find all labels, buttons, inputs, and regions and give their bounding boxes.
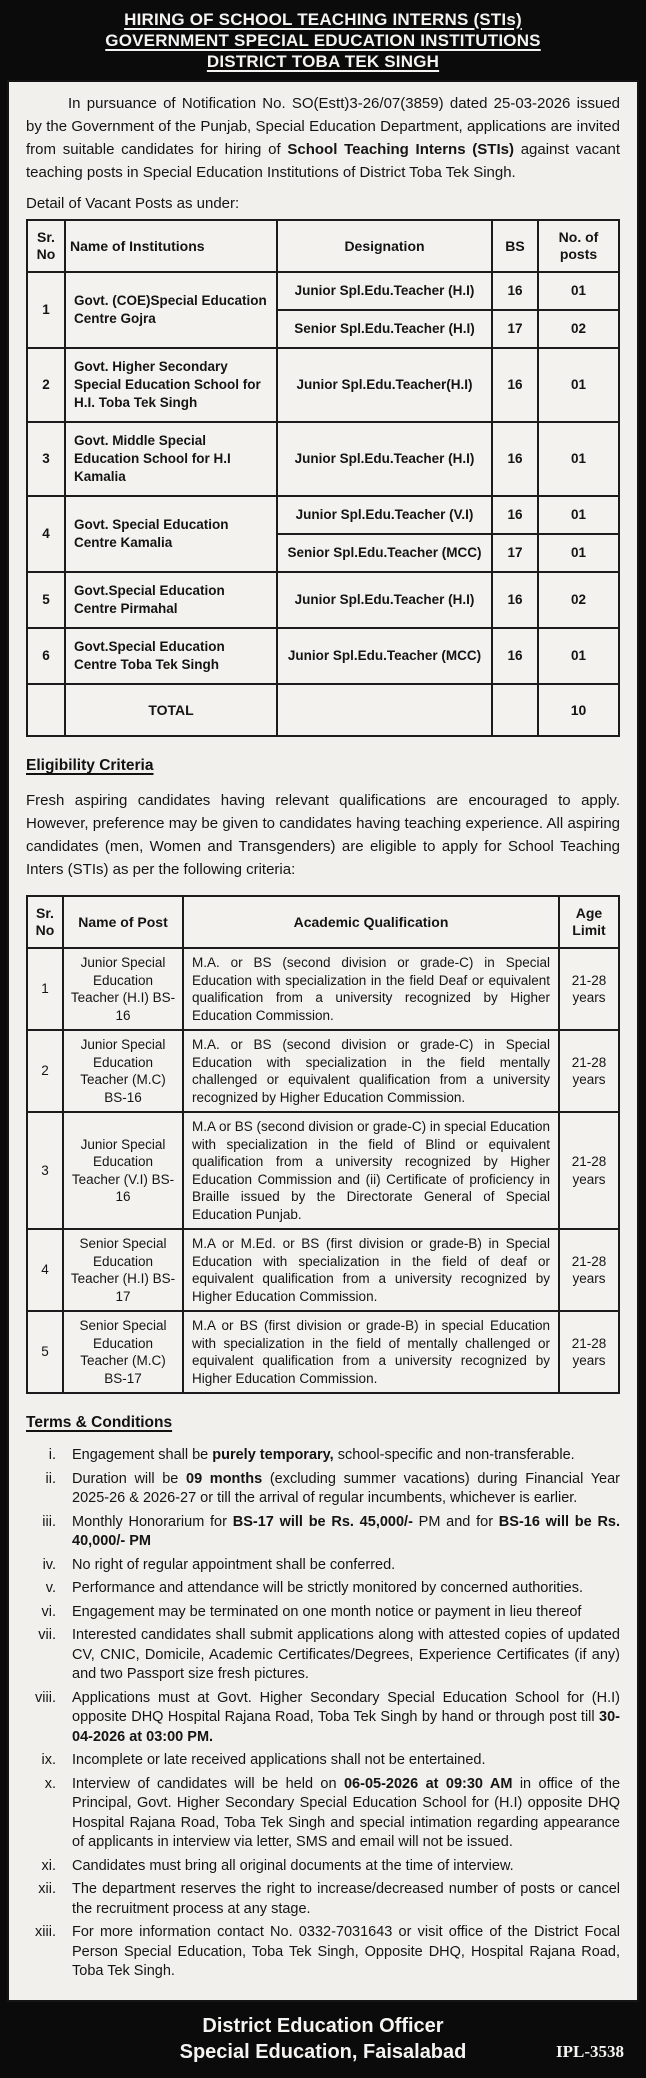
institution-cell: Govt. Special Education Centre Kamalia [65, 496, 277, 572]
header-designation: Designation [277, 220, 492, 272]
criteria-table [26, 895, 620, 1394]
vacant-posts-table [26, 219, 620, 737]
footer-signature-line2: Special Education, Faisalabad [179, 2040, 467, 2063]
designation-cell: Senior Spl.Edu.Teacher (MCC) [277, 534, 492, 572]
institution-cell: Govt.Special Education Centre Pirmahal [65, 572, 277, 628]
table-row [27, 628, 619, 684]
vacant-posts-label: Detail of Vacant Posts as under: [26, 195, 240, 212]
term-text: Interview of candidates will be held on 06-05-2026 at 09:30 AM in office of the Principal, Govt. Higher Secondary Special Education School for (H.I) opposite DHQ Hospital Rajana Road, Toba Tek Singh and special intimation regarding appearance of applicants in interview via letter, SMS and email will not be issued. [72, 1775, 621, 1850]
term-text: Incomplete or late received applications shall not be entertained. [72, 1752, 486, 1768]
bs-cell: 16 [492, 272, 538, 310]
qualification-cell: M.A or BS (first division or grade-B) in special Education with specialization in the field of mentally challenged or equivalent qualification from a university recognized by Higher Education Commission. [183, 1311, 559, 1393]
sr-cell: 2 [27, 1030, 63, 1112]
terms-item [26, 1775, 620, 1853]
terms-item [26, 1857, 620, 1877]
posts-cell: 01 [538, 272, 619, 310]
designation-cell: Junior Spl.Edu.Teacher(H.I) [277, 348, 492, 422]
term-marker: vii. [38, 1627, 56, 1643]
bs-cell: 16 [492, 572, 538, 628]
designation-cell: Junior Spl.Edu.Teacher (V.I) [277, 496, 492, 534]
header-age-limit: Age Limit [559, 896, 619, 948]
table-row [27, 1229, 619, 1311]
header-bs: BS [492, 220, 538, 272]
term-text: Applications must at Govt. Higher Secondary Special Education School for (H.I) opposite DHQ Hospital Rajana Road, Toba Tek Singh by hand or through post till 30-04-2026 at 03:00 PM. [72, 1689, 620, 1745]
term-marker: iii. [42, 1513, 56, 1530]
term-text: No right of regular appointment shall be conferred. [72, 1556, 396, 1573]
term-marker: vi. [41, 1603, 56, 1620]
terms-item [26, 1880, 620, 1919]
term-text: Monthly Honorarium for BS-17 will be Rs. 45,000/- PM and for BS-16 will be Rs. 40,000/- PM [72, 1513, 621, 1549]
total-empty-designation [277, 684, 492, 736]
footer-band [0, 2002, 646, 2078]
content-sheet [7, 80, 639, 2002]
header-academic-qualification: Academic Qualification [183, 896, 559, 948]
terms-item [26, 1603, 620, 1623]
total-empty-bs [492, 684, 538, 736]
term-text: Interested candidates shall submit applications along with attested copies of updated CV, CNIC, Domicile, Academic Certificates/Degrees, Experience Certificates (if any) and two Passport size fresh pictures. [72, 1627, 620, 1682]
designation-cell: Junior Spl.Edu.Teacher (H.I) [277, 272, 492, 310]
terms-item [26, 1923, 620, 1982]
posts-cell: 01 [538, 422, 619, 496]
term-text: Engagement may be terminated on one month notice or payment in lieu thereof [72, 1603, 582, 1620]
terms-item [26, 1751, 620, 1771]
terms-item [26, 1513, 620, 1552]
header-title-line3: DISTRICT TOBA TEK SINGH [206, 52, 440, 71]
designation-cell: Junior Spl.Edu.Teacher (MCC) [277, 628, 492, 684]
terms-heading: Terms & Conditions [26, 1414, 173, 1431]
institution-cell: Govt. (COE)Special Education Centre Gojra [65, 272, 277, 348]
posts-cell: 01 [538, 628, 619, 684]
term-text: Performance and attendance will be strictly monitored by concerned authorities. [72, 1580, 583, 1596]
term-marker: xii. [38, 1881, 56, 1897]
criteria-header-row [27, 896, 619, 948]
post-cell: Senior Special Education Teacher (M.C) BS-17 [63, 1311, 183, 1393]
term-marker: ii. [45, 1470, 56, 1487]
post-cell: Junior Special Education Teacher (V.I) BS-16 [63, 1112, 183, 1229]
table-row [27, 496, 619, 534]
term-text: For more information contact No. 0332-7031643 or visit office of the District Focal Person Special Education, Toba Tek Singh, Opposite DHQ, Hospital Rajana Road, Toba Tek Singh. [72, 1924, 620, 1979]
sr-cell: 3 [27, 1112, 63, 1229]
term-marker: iv. [42, 1556, 56, 1573]
institution-cell: Govt. Middle Special Education School for H.I Kamalia [65, 422, 277, 496]
bs-cell: 17 [492, 534, 538, 572]
post-cell: Junior Special Education Teacher (H.I) BS-16 [63, 948, 183, 1030]
footer-signature-line1: District Education Officer [202, 2014, 444, 2037]
designation-cell: Senior Spl.Edu.Teacher (H.I) [277, 310, 492, 348]
sr-cell: 1 [27, 948, 63, 1030]
header-title-line1: HIRING OF SCHOOL TEACHING INTERNS (STIs) [124, 10, 522, 29]
header-name-of-post: Name of Post [63, 896, 183, 948]
term-marker: x. [44, 1775, 56, 1792]
total-empty-sr [27, 684, 65, 736]
terms-item [26, 1626, 620, 1685]
term-marker: xiii. [35, 1924, 56, 1940]
term-text: Duration will be 09 months (excluding summer vacations) during Financial Year 2025-26 & 2026-27 or till the arrival of regular incumbents, whichever is earlier. [72, 1470, 620, 1506]
term-marker: ix. [41, 1752, 56, 1768]
bs-cell: 17 [492, 310, 538, 348]
term-marker: xi. [41, 1857, 56, 1874]
ipl-code: IPL-3538 [556, 2041, 624, 2061]
qualification-cell: M.A. or BS (second division or grade-C) in Special Education with specialization in the field mentally challenged or equivalent qualification from a university recognized by Higher Education Commission. [183, 1030, 559, 1112]
sr-cell: 3 [27, 422, 65, 496]
table-row [27, 1030, 619, 1112]
age-limit-cell: 21-28 years [559, 1030, 619, 1112]
term-marker: v. [45, 1580, 56, 1596]
header-institutions: Name of Institutions [65, 220, 277, 272]
posts-cell: 01 [538, 534, 619, 572]
table-row [27, 1112, 619, 1229]
posts-cell: 02 [538, 572, 619, 628]
posts-cell: 01 [538, 496, 619, 534]
post-cell: Senior Special Education Teacher (H.I) BS-17 [63, 1229, 183, 1311]
table-row [27, 422, 619, 496]
term-marker: viii. [35, 1689, 56, 1706]
total-row [27, 684, 619, 736]
table-row [27, 948, 619, 1030]
age-limit-cell: 21-28 years [559, 1311, 619, 1393]
terms-list [26, 1446, 620, 1982]
header-band [0, 0, 646, 80]
terms-item [26, 1446, 620, 1466]
sr-cell: 1 [27, 272, 65, 348]
intro-paragraph: In pursuance of Notification No. SO(Estt)3-26/07(3859) dated 25-03-2026 issued by the Government of the Punjab, Special Education Department, applications are invited from suitable candidates for hiring of School Teaching Interns (STIs) against vacant teaching posts in Special Education Institutions of District Toba Tek Singh. [26, 95, 620, 181]
age-limit-cell: 21-28 years [559, 948, 619, 1030]
table-row [27, 1311, 619, 1393]
bs-cell: 16 [492, 496, 538, 534]
term-text: The department reserves the right to increase/decreased number of posts or cancel the recruitment process at any stage. [72, 1881, 620, 1917]
eligibility-heading: Eligibility Criteria [26, 757, 154, 774]
designation-cell: Junior Spl.Edu.Teacher (H.I) [277, 422, 492, 496]
institution-cell: Govt.Special Education Centre Toba Tek Singh [65, 628, 277, 684]
term-text: Candidates must bring all original documents at the time of interview. [72, 1857, 514, 1874]
header-no-of-posts: No. of posts [538, 220, 619, 272]
sr-cell: 5 [27, 572, 65, 628]
table-row [27, 572, 619, 628]
bs-cell: 16 [492, 422, 538, 496]
age-limit-cell: 21-28 years [559, 1112, 619, 1229]
bs-cell: 16 [492, 628, 538, 684]
sr-cell: 6 [27, 628, 65, 684]
table-row [27, 348, 619, 422]
total-label: TOTAL [65, 684, 277, 736]
qualification-cell: M.A or BS (second division or grade-C) in special Education with specialization in the field of Blind or equivalent qualification from a university recognized by Higher Education Commission and (ii) Certificate of proficiency in Braille issued by the Directorate General of Special Education Punjab. [183, 1112, 559, 1229]
header-sr-no: Sr. No [27, 220, 65, 272]
sr-cell: 4 [27, 496, 65, 572]
term-text: Engagement shall be purely temporary, school-specific and non-transferable. [72, 1447, 575, 1463]
header-sr-no: Sr. No [27, 896, 63, 948]
age-limit-cell: 21-28 years [559, 1229, 619, 1311]
total-value: 10 [538, 684, 619, 736]
terms-item [26, 1556, 620, 1576]
eligibility-paragraph: Fresh aspiring candidates having relevant qualifications are encouraged to apply. However, preference may be given to candidates having teaching experience. All aspiring candidates (men, Women and Transgenders) are eligible to apply for School Teaching Inters (STIs) as per the following criteria: [26, 792, 620, 878]
posts-cell: 02 [538, 310, 619, 348]
terms-item [26, 1470, 620, 1509]
header-title-line2: GOVERNMENT SPECIAL EDUCATION INSTITUTIONS [105, 31, 541, 50]
terms-item [26, 1579, 620, 1599]
term-marker: i. [48, 1447, 56, 1463]
table-row [27, 272, 619, 310]
designation-cell: Junior Spl.Edu.Teacher (H.I) [277, 572, 492, 628]
institution-cell: Govt. Higher Secondary Special Education School for H.I. Toba Tek Singh [65, 348, 277, 422]
post-cell: Junior Special Education Teacher (M.C) BS-16 [63, 1030, 183, 1112]
qualification-cell: M.A or M.Ed. or BS (first division or grade-B) in Special Education with specialization in the field of deaf or equivalent qualification from a university recognized by Higher Education Commission. [183, 1229, 559, 1311]
sr-cell: 5 [27, 1311, 63, 1393]
bs-cell: 16 [492, 348, 538, 422]
sr-cell: 4 [27, 1229, 63, 1311]
vacant-table-header-row [27, 220, 619, 272]
posts-cell: 01 [538, 348, 619, 422]
qualification-cell: M.A. or BS (second division or grade-C) in Special Education with specialization in the field Deaf or equivalent qualification from a university recognized by Higher Education Commission. [183, 948, 559, 1030]
sr-cell: 2 [27, 348, 65, 422]
terms-item [26, 1689, 620, 1748]
